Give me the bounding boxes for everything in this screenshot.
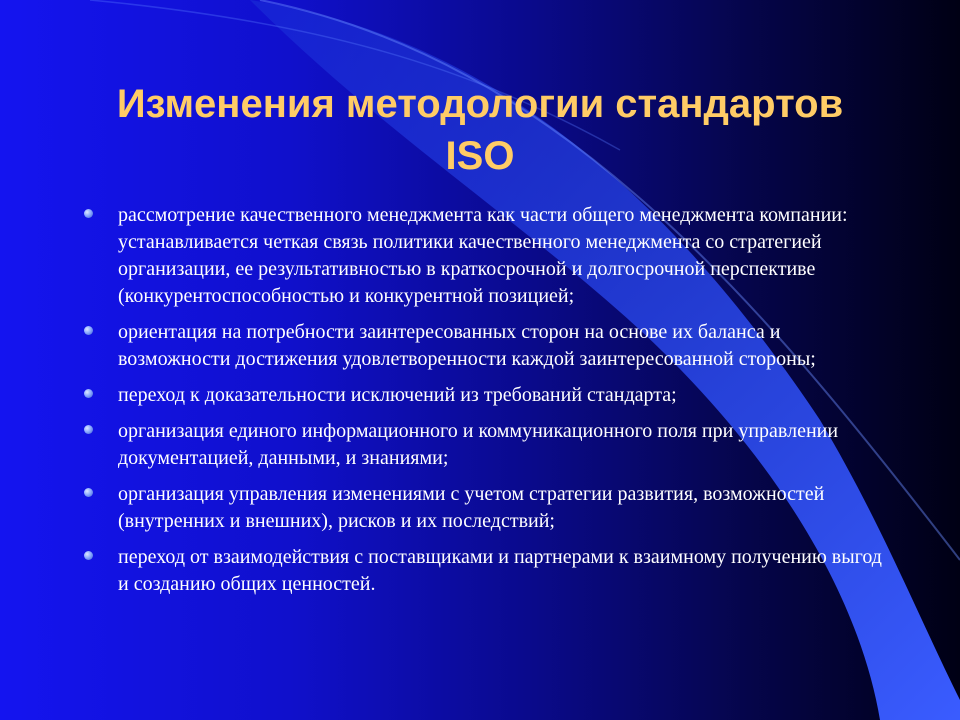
bullet-item — [84, 319, 884, 373]
bullet-item — [84, 481, 884, 535]
bullet-text: ориентация на потребности заинтересованных сторон на основе их баланса и возможности достижения удовлетворенности каждой заинтересованной стороны; — [118, 321, 816, 370]
bullet-dot-icon — [84, 326, 93, 335]
bullet-dot-icon — [84, 209, 93, 218]
bullet-dot-icon — [84, 488, 93, 497]
bullet-item — [84, 202, 884, 310]
bullet-dot-icon — [84, 551, 93, 560]
bullet-item — [84, 418, 884, 472]
slide-title: Изменения методологии стандартов ISO — [116, 82, 844, 178]
bullet-dot-icon — [84, 425, 93, 434]
bullet-text: организация единого информационного и коммуникационного поля при управлении документацией, данными, и знаниями; — [118, 420, 839, 469]
bullet-item — [84, 544, 884, 598]
bullet-text: переход от взаимодействия с поставщиками и партнерами к взаимному получению выгод и созданию общих ценностей. — [118, 546, 882, 595]
bullet-text: рассмотрение качественного менеджмента как части общего менеджмента компании: устанавливается четкая связь политики качественного менеджмента со стратегией организации, ее результативностью в краткосрочной и долгосрочной перспективе (конкурентоспособностью и конкурентной позицией; — [118, 204, 848, 307]
bullet-list — [84, 202, 884, 607]
bullet-dot-icon — [84, 389, 93, 398]
bullet-text: организация управления изменениями с учетом стратегии развития, возможностей (внутренних и внешних), рисков и их последствий; — [118, 483, 825, 532]
bullet-item — [84, 382, 884, 409]
bullet-text: переход к доказательности исключений из требований стандарта; — [118, 384, 677, 406]
